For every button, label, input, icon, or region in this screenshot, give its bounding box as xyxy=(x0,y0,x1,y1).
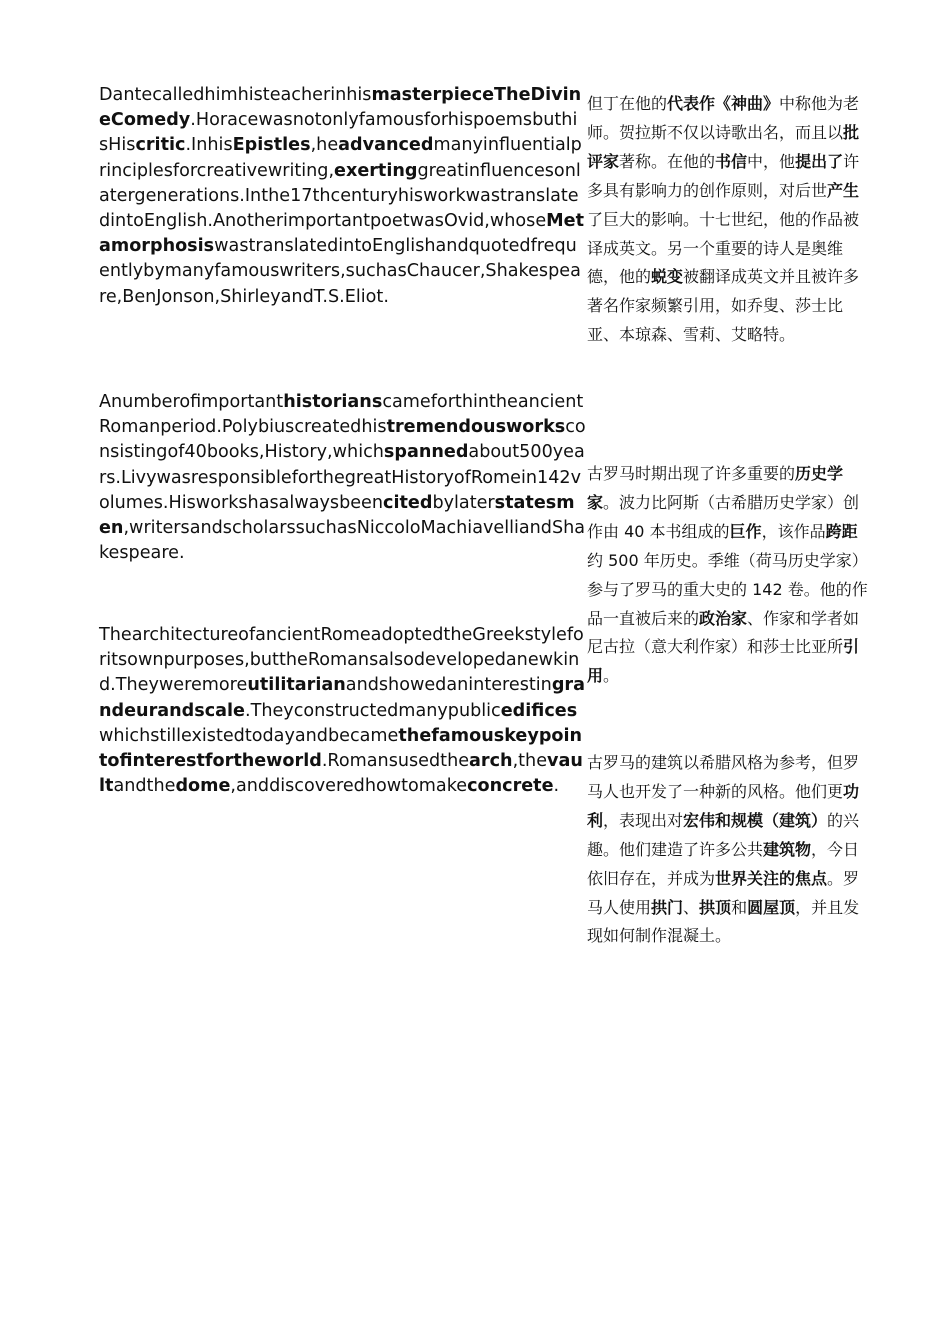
text-run: .Romansusedthe xyxy=(321,751,470,772)
bold-term: 批评家 xyxy=(587,122,860,171)
text-run: 古罗马的建筑以希腊风格为参考，但罗马人也开发了一种新的风格。他们更 xyxy=(587,753,860,801)
text-run: wastranslatedintoEnglishandquotedfrequentlybymanyfamouswriters,suchasChaucer,Shakespeare,BenJonson,ShirleyandT.S.Eliot. xyxy=(99,236,581,307)
text-run: ,he xyxy=(310,135,339,156)
text-run: 、 xyxy=(683,897,700,917)
bold-term: dome xyxy=(175,776,231,797)
text-run: .Inhis xyxy=(185,135,233,156)
chinese-paragraph-architecture xyxy=(587,749,872,971)
text-run: andthe xyxy=(113,776,176,797)
text-run: ThearchitectureofancientRomeadoptedtheGreekstyleforitsownpurposes,buttheRomansalsodevelopedanewkind.Theyweremore xyxy=(99,625,584,696)
text-run: 约 500 年历史。季维（荷马历史学家）参与了罗马的重大史的 142 卷。他的作品一直被后来的 xyxy=(587,550,868,628)
chinese-paragraph-dante xyxy=(587,90,872,350)
bold-term: 产生 xyxy=(827,180,860,200)
text-run: 中称他为老师。贺拉斯不仅以诗歌出名，而且以 xyxy=(587,94,860,142)
text-run: 中，他 xyxy=(747,151,796,171)
english-paragraph-dante xyxy=(99,83,586,310)
text-run: 著称。在他的 xyxy=(619,151,716,171)
text-run: ，该作品 xyxy=(761,521,826,541)
text-run: .HoracewasnotonlyfamousforhispoemsbuthisHis xyxy=(99,110,578,156)
text-run: 被翻译成英文并且被许多著名作家频繁引用，如乔叟、莎士比亚、本琼森、雪莉、艾略特。 xyxy=(587,267,860,345)
text-run: manyinfluentialprinciplesforcreativewriting, xyxy=(99,135,582,181)
bold-term: 巨作 xyxy=(729,521,762,541)
text-run: ,writersandscholarssuchasNiccoloMachiavelliandShakespeare. xyxy=(99,518,586,564)
bold-term: statesmen xyxy=(99,492,575,539)
bold-term: 代表作《神曲》 xyxy=(667,94,780,113)
text-run: 但丁在他的 xyxy=(587,94,668,113)
bold-term: 宏伟和规模（建筑） xyxy=(683,810,828,830)
bold-term: utilitarian xyxy=(247,675,346,696)
text-run: 和 xyxy=(731,897,748,917)
bold-term: thefamouskeypointofinterestfortheworld xyxy=(99,725,583,772)
text-run: 了巨大的影响。十七世纪，他的作品被译成英文。另一个重要的诗人是奥维德，他的 xyxy=(587,209,860,287)
text-run: 的兴趣。他们建造了许多公共 xyxy=(587,810,860,859)
bold-term: cited xyxy=(383,492,433,513)
bold-term: 功利 xyxy=(587,781,860,830)
bold-term: edifices xyxy=(500,700,578,721)
english-paragraph-historians xyxy=(99,390,586,566)
text-run: 。罗马人使用 xyxy=(587,868,860,917)
text-run: 、作家和学者如尼古拉（意大利作家）和莎士比亚所 xyxy=(587,608,860,657)
bold-term: 政治家 xyxy=(699,608,748,628)
bold-term: 跨距 xyxy=(825,521,858,541)
bold-term: grandeurandscale xyxy=(99,675,585,721)
bold-term: Epistles xyxy=(232,135,311,156)
bold-term: spanned xyxy=(383,442,469,463)
text-run: 。波力比阿斯（古希腊历史学家）创作由 40 本书组成的 xyxy=(587,492,860,541)
text-run: about500years.LivywasresponsibleforthegreatHistoryofRomein142volumes.Hisworkshasalwaysbeen xyxy=(99,442,585,513)
text-run: consistingof40books,History,which xyxy=(99,417,586,463)
text-run: ，今日依旧存在，并成为 xyxy=(587,839,860,888)
bold-term: Metamorphosis xyxy=(99,211,585,257)
text-run: Anumberofimportant xyxy=(99,392,284,412)
bold-term: arch xyxy=(469,751,513,772)
bold-term: 圆屋顶 xyxy=(747,897,796,917)
text-run: ,the xyxy=(512,751,548,772)
text-run: Dantecalledhimhisteacherinhis xyxy=(99,85,372,105)
bold-term: 拱顶 xyxy=(699,897,732,917)
text-run: 古罗马时期出现了许多重要的 xyxy=(587,464,796,483)
bold-term: exerting xyxy=(334,160,418,181)
text-run: greatinfluencesonlatergenerations.Inthe17thcenturyhisworkwastranslatedintoEnglish.AnotherimportantpoetwasOvid,whose xyxy=(99,160,581,232)
text-run: ，并且发现如何制作混凝土。 xyxy=(587,897,860,946)
bold-term: advanced xyxy=(338,135,434,156)
bold-term: critic xyxy=(135,135,186,156)
bold-term: vault xyxy=(99,751,583,797)
text-run: whichstillexistedtodayandbecame xyxy=(99,725,399,746)
english-paragraph-architecture xyxy=(99,623,586,799)
text-run: cameforthintheancientRomanperiod.Polybiuscreatedhis xyxy=(99,392,584,438)
bold-term: 引用 xyxy=(587,637,860,686)
bold-term: 书信 xyxy=(715,151,748,171)
bold-term: masterpieceTheDivineComedy xyxy=(99,85,582,131)
text-run: andshowedaninterestin xyxy=(345,675,552,696)
chinese-paragraph-historians xyxy=(587,460,872,691)
bold-term: 蜕变 xyxy=(651,267,684,287)
text-run: 。 xyxy=(603,666,620,686)
bold-term: 世界关注的焦点 xyxy=(715,868,828,888)
bold-term: concrete xyxy=(467,776,554,797)
bold-term: 历史学家 xyxy=(587,464,844,512)
bold-term: 拱门 xyxy=(651,897,684,917)
text-run: bylater xyxy=(432,492,495,513)
bold-term: 提出了 xyxy=(795,151,844,171)
bold-term: 建筑物 xyxy=(763,839,812,859)
bold-term: historians xyxy=(283,392,383,412)
text-run: .Theyconstructedmanypublic xyxy=(244,700,501,721)
text-run: ,anddiscoveredhowtomake xyxy=(230,776,468,797)
bold-term: tremendousworks xyxy=(386,417,566,438)
text-run: 许多具有影响力的创作原则，对后世 xyxy=(587,151,860,200)
text-run: ，表现出对 xyxy=(603,810,684,830)
text-run: . xyxy=(553,776,560,797)
